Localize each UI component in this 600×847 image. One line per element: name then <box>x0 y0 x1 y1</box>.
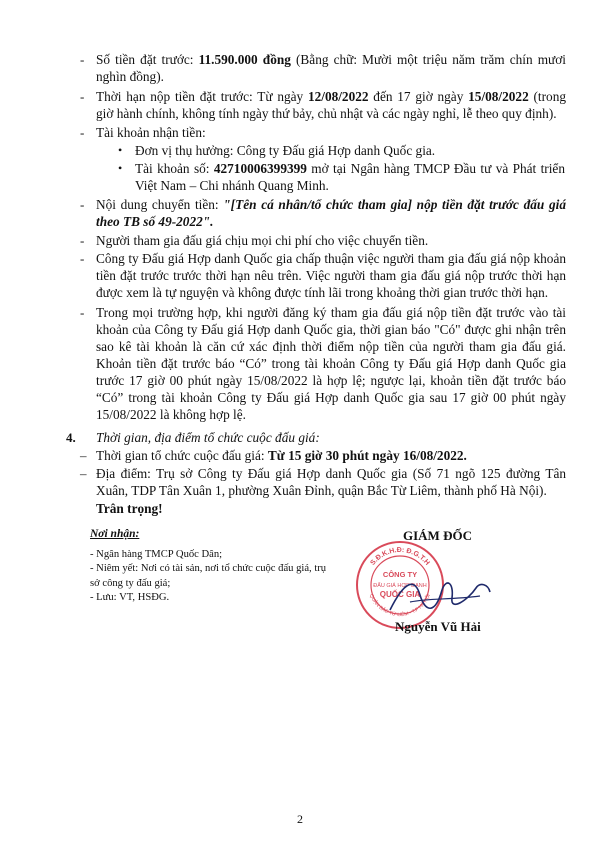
text-run: Trong mọi trường hợp, khi người đăng ký tham gia đấu giá nộp tiền đặt trước vào tài khoản của Công ty Đấu giá Hợp danh Quốc gia, thời gian báo "Có" được ghi nhận trên sao kê tài khoản là căn cứ xác định thời điểm nộp tiền của người tham gia đấu giá. Khoản tiền đặt trước báo “Có” trong tài khoản Công ty Đấu giá Hợp danh Quốc gia trước 17 giờ 00 phút ngày 15/08/2022 là hợp lệ; ngược lại, khoản tiền đặt trước báo “Có” trong tài khoản Công ty Đấu giá Hợp danh Quốc gia sau 17 giờ 00 phút ngày 15/08/2022 là không hợp lệ. <box>96 305 566 422</box>
seal-line: CÔNG TY <box>382 570 418 579</box>
item-dash: - <box>80 251 85 266</box>
seal-line: ĐẤU GIÁ HỢP DANH <box>373 583 427 589</box>
bullet: • <box>118 143 123 157</box>
item-receiving-account <box>96 124 566 141</box>
item-deposit-amount <box>96 51 566 85</box>
item-dash: - <box>80 305 85 320</box>
item-dash: - <box>80 197 85 212</box>
bullet: • <box>118 161 123 175</box>
text-run: Công ty Đấu giá Hợp danh Quốc gia chấp thuận việc người tham gia đấu giá nộp khoản tiền đặt trước trước thời hạn nêu trên. Việc người tham gia đấu giá nộp trước thời hạn được xem là tự nguyện và không được tính lãi trong khoảng thời gian trước thời hạn. <box>96 251 566 300</box>
text-run: Số tiền đặt trước: <box>96 52 199 67</box>
item-transfer-content <box>96 196 566 230</box>
text-run: 42710006399399 <box>213 161 307 176</box>
text-run: Thời hạn nộp tiền đặt trước: Từ ngày <box>96 89 308 104</box>
text-run: Trân trọng! <box>96 501 163 516</box>
recipients-block <box>90 527 330 606</box>
recipients-title: Nơi nhận: <box>90 528 140 540</box>
text-run: đến 17 giờ ngày <box>368 89 469 104</box>
text-run: (Bằng chữ: Mười một triệu năm trăm chín mươi nghìn đồng). <box>96 52 566 84</box>
text-run: Từ 15 giờ 30 phút ngày 16/08/2022. <box>267 448 467 463</box>
svg-text:S.Đ.K.H.Đ: Đ.G.T.H <box>369 547 430 567</box>
item-early-deposit <box>96 250 566 301</box>
text-run: 11.590.000 đồng <box>198 52 291 67</box>
section-heading <box>96 429 566 446</box>
item-dash: - <box>80 233 85 248</box>
seal-ring-text: S.Đ.K.H.Đ: Đ.G.T.H <box>369 546 431 567</box>
item-dash: – <box>80 448 87 463</box>
item-auction-time <box>96 447 566 464</box>
item-deposit-validity <box>96 304 566 423</box>
text-run: Thời gian tổ chức cuộc đấu giá: <box>96 448 268 463</box>
text-run: Tài khoản số: <box>135 161 214 176</box>
item-transfer-fees <box>96 232 566 249</box>
text-run: "[Tên cá nhân/tổ chức tham gia] nộp tiền đặt trước đấu giá theo TB số 49-2022". <box>96 197 566 229</box>
text-run: mở tại Ngân hàng TMCP Đầu tư và Phát triển Việt Nam – Chi nhánh Quang Minh. <box>135 161 565 193</box>
item-account-number <box>135 160 565 194</box>
item-dash: - <box>80 89 85 104</box>
recipient-line: - Ngân hàng TMCP Quốc Dân; <box>90 548 223 560</box>
signatory-name: Nguyễn Vũ Hải <box>395 619 481 634</box>
handwritten-signature <box>380 570 500 625</box>
page-number: 2 <box>297 812 303 826</box>
text-run: Thời gian, địa điểm tổ chức cuộc đấu giá: <box>96 430 320 445</box>
closing-greeting <box>96 500 566 517</box>
recipient-line: - Lưu: VT, HSĐG. <box>90 592 170 603</box>
text-run: Tài khoản nhận tiền: <box>96 125 206 140</box>
text-run: Đơn vị thụ hưởng: Công ty Đấu giá Hợp danh Quốc gia. <box>135 143 436 158</box>
section-number: 4. <box>66 430 76 445</box>
recipient-line: - Niêm yết: Nơi có tài sản, nơi tổ chức cuộc đấu giá, trụ sở công ty đấu giá; <box>90 563 327 589</box>
text-run: Người tham gia đấu giá chịu mọi chi phí cho việc chuyển tiền. <box>96 233 429 248</box>
item-beneficiary <box>135 142 565 159</box>
signatory-title: GIÁM ĐỐC <box>403 528 472 543</box>
text-run: Địa điểm: Trụ sở Công ty Đấu giá Hợp danh Quốc gia (Số 71 ngõ 125 đường Tân Xuân, TDP Tân Xuân 1, phường Xuân Đỉnh, quận Bắc Từ Liêm, thành phố Hà Nội). <box>96 466 566 498</box>
item-auction-location <box>96 465 566 499</box>
text-run: (trong giờ hành chính, không tính ngày thứ bảy, chủ nhật và các ngày nghỉ, lễ theo quy định). <box>96 89 566 121</box>
text-run: 15/08/2022 <box>468 89 529 104</box>
item-dash: – <box>80 466 87 481</box>
item-deposit-deadline <box>96 88 566 122</box>
text-run: Nội dung chuyển tiền: <box>96 197 224 212</box>
item-dash: - <box>80 52 85 67</box>
seal-line: QUỐC GIA <box>379 590 421 599</box>
text-run: 12/08/2022 <box>307 89 369 104</box>
item-dash: - <box>80 125 85 140</box>
seal-bottom-text: QUẬN BẮC TỪ LIÊM - T.P HÀ NỘI <box>367 593 433 619</box>
